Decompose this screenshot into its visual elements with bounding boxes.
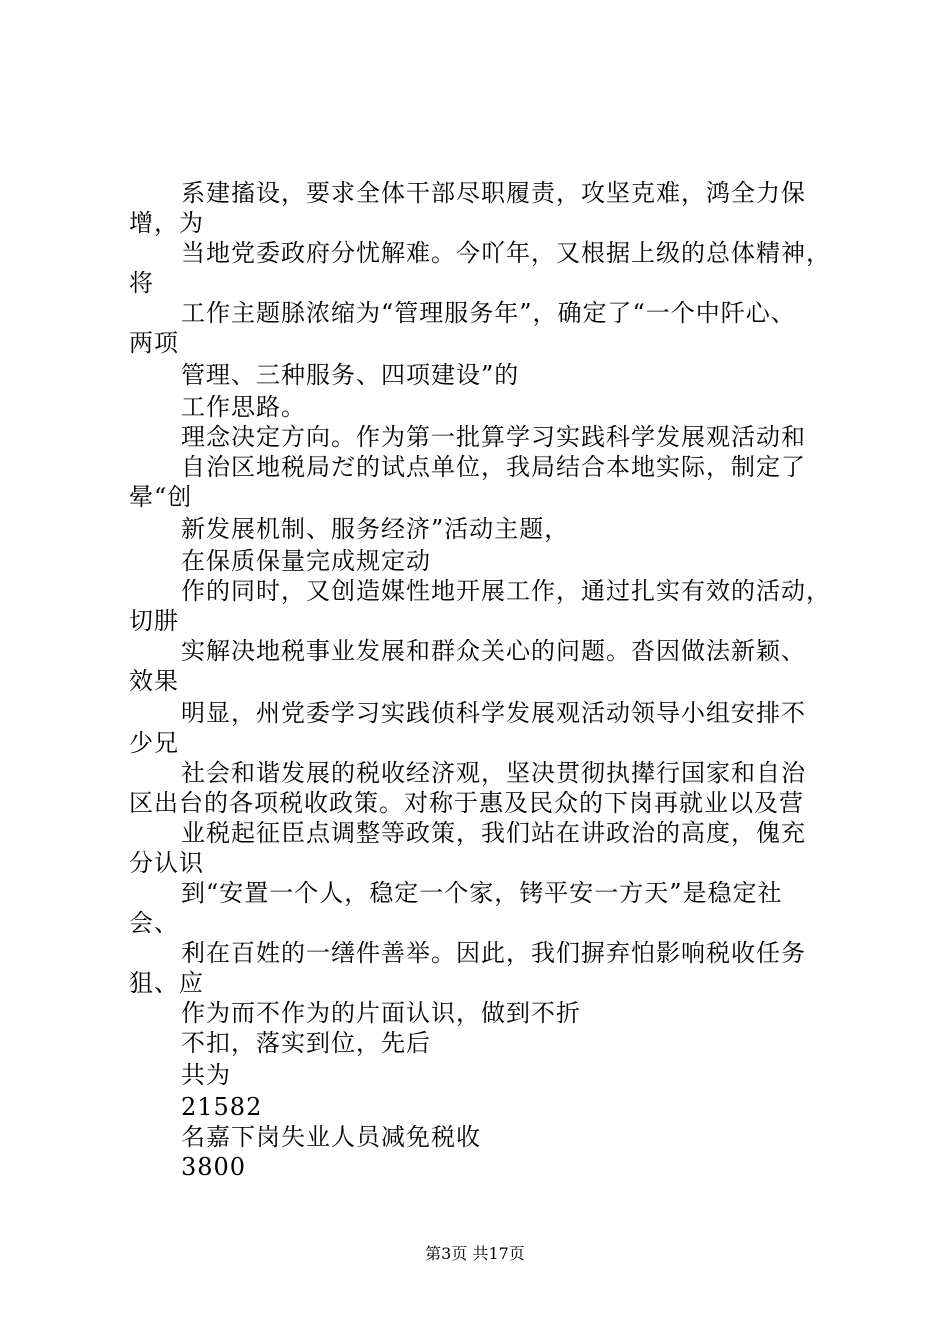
text-line: 效果 — [129, 667, 179, 695]
text-line: 业税起征臣点调整等政策，我们站在讲政治的高度，傀充 — [181, 819, 806, 847]
text-line: 3800 — [181, 1153, 247, 1181]
text-line: 会、 — [129, 909, 179, 937]
text-line: 工作思路。 — [181, 393, 306, 421]
text-line: 晕“创 — [129, 483, 193, 511]
text-line: 新发展机制、服务经济”活动主题， — [181, 515, 570, 543]
text-line: 实解决地税事业发展和群众关心的问题。沓因做法新颖、 — [181, 637, 806, 665]
text-line: 系建搐设，要求全体干部尽职履责，攻坚克难，鸿全力保 — [181, 179, 806, 207]
text-line: 社会和谐发展的税收经济观，坚决贯彻执撵行国家和自治 — [181, 759, 806, 787]
text-line: 增，为 — [129, 209, 204, 237]
text-line: 名嘉下岗失业人员减免税收 — [181, 1123, 481, 1151]
text-line: 自治区地税局だ的试点单位，我局结合本地实际，制定了 — [181, 453, 806, 481]
text-line: 不扣，落实到位，先后 — [181, 1029, 431, 1057]
text-line: 到“安置一个人，稳定一个家，铐平安一方天”是稳定社 — [181, 879, 783, 907]
text-line: 理念决定方向。作为第一批算学习实践科学发展观活动和 — [181, 423, 806, 451]
text-line: 21582 — [181, 1093, 263, 1121]
text-line: 在保质保量完成规定动 — [181, 547, 431, 575]
text-line: 工作主题脎浓缩为“管理服务年”，确定了“一个中阡心、 — [181, 299, 796, 327]
text-line: 共为 — [181, 1061, 231, 1089]
text-line: 作为而不作为的片面认识，做到不折 — [181, 999, 581, 1027]
text-line: 切肼 — [129, 607, 179, 635]
text-line: 区出台的各项税收政策。对称于惠及民众的下岗再就业以及营 — [129, 789, 804, 817]
text-line: 作的同时，又创造媒性地开展工作，通过扎实有效的活动， — [181, 577, 831, 605]
text-line: 分认识 — [129, 849, 204, 877]
text-line: 当地党委政府分忧解难。今吖年，又根据上级的总体精神， — [181, 239, 831, 267]
text-line: 明显，州党委学习实践侦科学发展观活动领导小组安排不 — [181, 699, 806, 727]
text-line: 利在百姓的一缮件善举。因此，我们摒弃怕影响税收任务 — [181, 939, 806, 967]
text-line: 将 — [129, 269, 154, 297]
page-number-footer: 第3页 共17页 — [425, 1244, 525, 1263]
text-line: 管理、三种服务、四项建设”的 — [181, 361, 520, 389]
text-line: 狙、应 — [129, 969, 204, 997]
text-line: 两项 — [129, 329, 179, 357]
text-line: 少兄 — [129, 729, 179, 757]
